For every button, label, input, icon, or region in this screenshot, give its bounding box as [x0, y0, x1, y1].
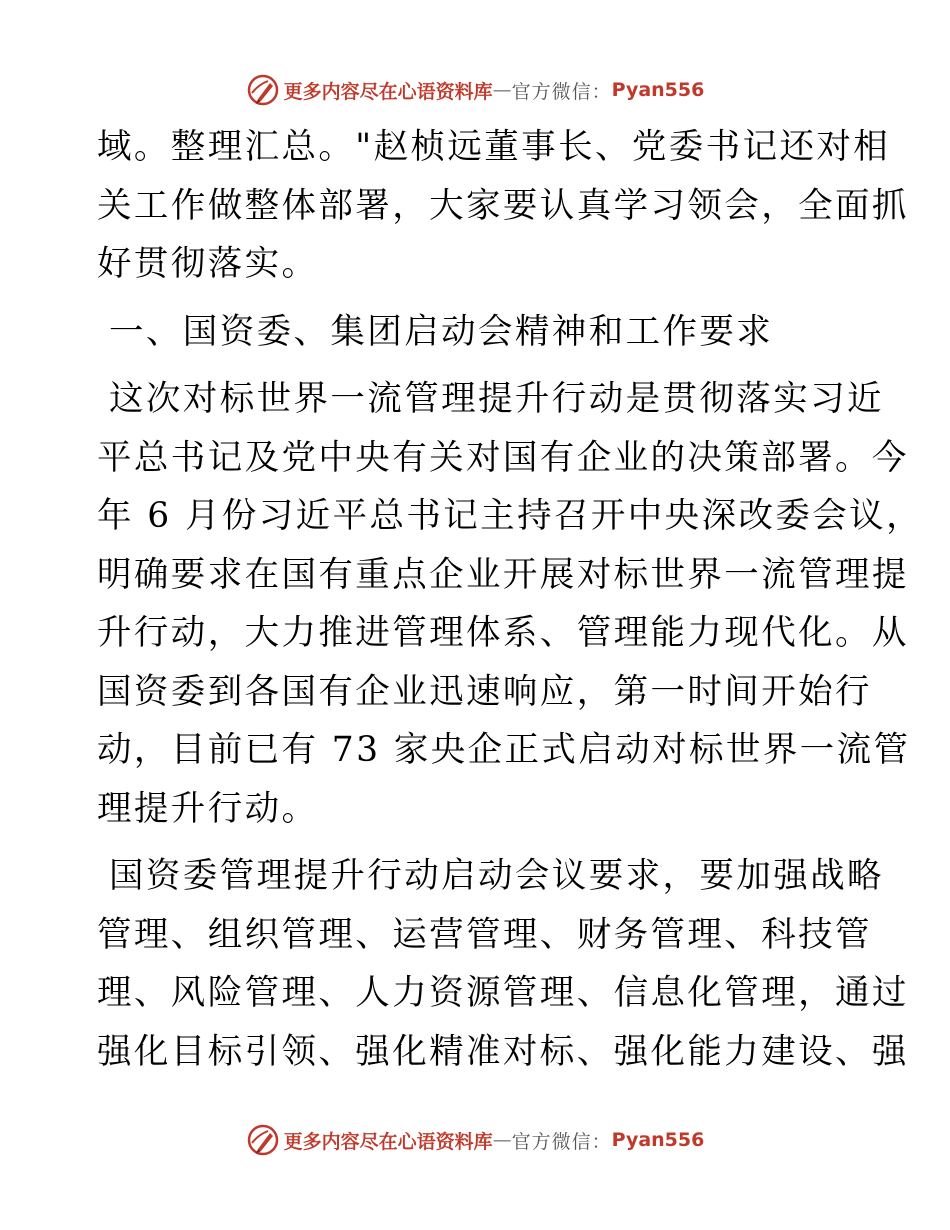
- text-line: 明确要求在国有重点企业开展对标世界一流管理提: [97, 554, 909, 595]
- header-banner: [0, 70, 950, 110]
- text-line: 升行动，大力推进管理体系、管理能力现代化。从: [97, 613, 909, 653]
- pen-in-circle-icon: [246, 73, 280, 107]
- banner-site-name: 更多内容尽在心语资料库: [283, 1130, 493, 1153]
- text-line: 动，目前已有 73 家央企正式启动对标世界一流管: [97, 730, 911, 770]
- text-line: 年 6 月份习近平总书记主持召开中央深改委会议，: [97, 496, 923, 536]
- paragraph-1: [97, 118, 909, 294]
- paragraph-2: [97, 370, 923, 838]
- pen-in-circle-icon: [246, 1123, 280, 1157]
- banner-wechat-label: 官方微信：: [511, 80, 612, 103]
- text-line: 关工作做整体部署，大家要认真学习领会，全面抓: [97, 185, 909, 226]
- text-line: 理提升行动。: [97, 788, 319, 829]
- text-line: 国资委到各国有企业迅速响应，第一时间开始行: [97, 671, 872, 712]
- banner-dash: —: [492, 1129, 512, 1151]
- footer-banner: [0, 1120, 950, 1160]
- text-line: 理、风险管理、人力资源管理、信息化管理，通过: [97, 973, 909, 1013]
- heading-text: 一、国资委、集团启动会精神和工作要求: [109, 311, 774, 352]
- paragraph-3: [97, 847, 909, 1081]
- text-line: 好贯彻落实。: [97, 244, 319, 284]
- text-line: 域。整理汇总。"赵桢远董事长、党委书记还对相: [97, 127, 891, 167]
- document-body: [97, 118, 923, 1081]
- banner-wechat-id: Pyan556: [611, 1129, 705, 1151]
- text-line: 管理、组织管理、运营管理、财务管理、科技管: [97, 914, 872, 955]
- banner-wechat-label: 官方微信：: [511, 1130, 612, 1153]
- banner-dash: —: [492, 79, 512, 101]
- banner-site-name: 更多内容尽在心语资料库: [283, 80, 493, 103]
- text-line: 这次对标世界一流管理提升行动是贯彻落实习近: [109, 379, 884, 419]
- text-line: 平总书记及党中央有关对国有企业的决策部署。今: [97, 437, 909, 478]
- text-line: 国资委管理提升行动启动会议要求，要加强战略: [109, 856, 884, 896]
- text-line: 强化目标引领、强化精准对标、强化能力建设、强: [97, 1031, 909, 1072]
- section-heading: [97, 303, 857, 362]
- banner-wechat-id: Pyan556: [611, 79, 705, 101]
